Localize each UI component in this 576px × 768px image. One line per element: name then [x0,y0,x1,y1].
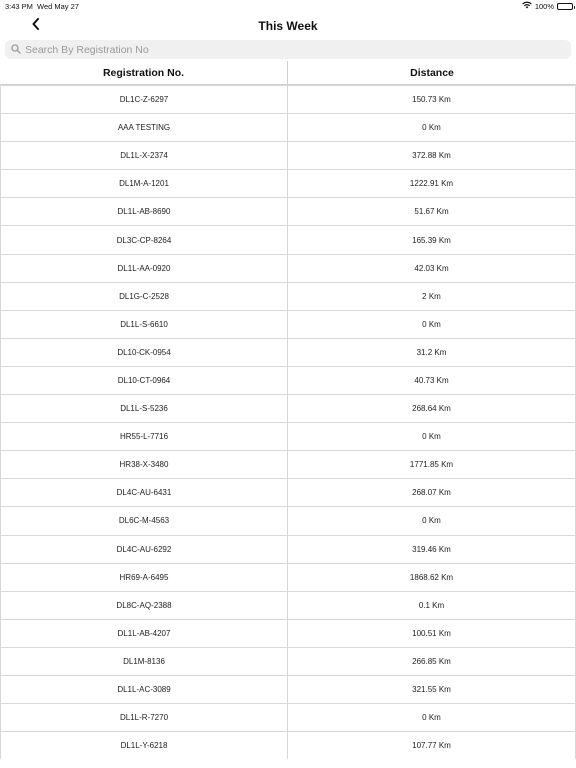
registration-cell: DL1L-R-7270 [1,704,288,731]
distance-cell: 0 Km [422,432,441,442]
battery-percent: 100% [534,1,554,11]
registration-cell: HR38-X-3480 [1,451,288,478]
table-row[interactable] [0,254,576,282]
distance-cell: 100.51 Km [412,628,451,638]
table-row[interactable] [0,422,576,450]
registration-cell: DL1M-A-1201 [1,170,288,197]
distance-cell: 0 Km [422,123,441,133]
table-row[interactable] [0,141,576,169]
table-row[interactable] [0,394,576,422]
table-row[interactable] [0,675,576,703]
distance-cell: 165.39 Km [412,235,451,245]
search-icon [11,41,21,59]
registration-cell: DL8C-AQ-2388 [1,592,288,619]
table-row[interactable] [0,478,576,506]
status-time: 3:43 PM [5,2,33,11]
distance-cell: 321.55 Km [412,685,451,695]
status-date: Wed May 27 [37,2,79,11]
registration-cell: DL1G-C-2528 [1,283,288,310]
distance-cell: 40.73 Km [414,375,449,385]
registration-cell: DL1C-Z-6297 [1,86,288,113]
registration-cell: HR69-A-6495 [1,564,288,591]
search-input[interactable] [25,44,545,56]
registration-cell: DL10-CT-0964 [1,367,288,394]
distance-cell: 268.64 Km [412,404,451,414]
wifi-icon [522,1,532,11]
table-body [0,85,576,759]
table-row[interactable] [0,225,576,253]
registration-cell: DL1L-Y-6218 [1,732,288,759]
registration-cell: DL1L-AB-8690 [1,198,288,225]
distance-cell: 1771.85 Km [409,460,454,470]
distance-cell: 268.07 Km [412,488,451,498]
table-row[interactable] [0,731,576,759]
registration-cell: DL1L-AB-4207 [1,620,288,647]
search-bar[interactable] [5,40,571,59]
table-header [0,61,576,85]
nav-bar [0,12,576,40]
distance-cell: 1222.91 Km [409,179,454,189]
registration-cell: DL1L-X-2374 [1,142,288,169]
registration-cell: DL1L-AC-3089 [1,676,288,703]
distance-cell: 0 Km [422,516,441,526]
table-row[interactable] [0,591,576,619]
distance-cell: 150.73 Km [412,95,451,105]
distance-cell: 2 Km [422,291,441,301]
status-bar [0,0,576,12]
distance-cell: 0 Km [422,319,441,329]
registration-cell: DL6C-M-4563 [1,507,288,534]
table-row[interactable] [0,647,576,675]
registration-cell: DL4C-AU-6431 [1,479,288,506]
table-row[interactable] [0,282,576,310]
registration-cell: DL4C-AU-6292 [1,536,288,563]
registration-cell: DL3C-CP-8264 [1,226,288,253]
registration-cell: DL1L-S-5236 [1,395,288,422]
page-title: This Week [258,19,318,33]
table-row[interactable] [0,197,576,225]
column-header-registration: Registration No. [0,61,288,84]
battery-icon [557,3,573,10]
distance-cell: 266.85 Km [412,656,451,666]
table-row[interactable] [0,338,576,366]
distance-cell: 107.77 Km [412,741,451,751]
distance-cell: 372.88 Km [412,151,451,161]
distance-cell: 42.03 Km [414,263,449,273]
registration-cell: DL10-CK-0954 [1,339,288,366]
registration-cell: DL1L-AA-0920 [1,255,288,282]
distance-cell: 319.46 Km [412,544,451,554]
table-row[interactable] [0,535,576,563]
registration-cell: DL1L-S-6610 [1,311,288,338]
table-row[interactable] [0,619,576,647]
vehicle-distance-table [0,61,576,759]
table-row[interactable] [0,310,576,338]
table-row[interactable] [0,563,576,591]
status-right [522,1,573,11]
table-row[interactable] [0,450,576,478]
distance-cell: 0.1 Km [418,600,445,610]
distance-cell: 0 Km [422,713,441,723]
distance-cell: 1868.62 Km [409,572,454,582]
column-header-distance: Distance [410,66,454,79]
distance-cell: 51.67 Km [414,207,449,217]
table-row[interactable] [0,169,576,197]
table-row[interactable] [0,85,576,113]
registration-cell: AAA TESTING [1,114,288,141]
registration-cell: HR55-L-7716 [1,423,288,450]
table-row[interactable] [0,366,576,394]
registration-cell: DL1M-8136 [1,648,288,675]
table-row[interactable] [0,113,576,141]
table-row[interactable] [0,703,576,731]
distance-cell: 31.2 Km [416,347,447,357]
table-row[interactable] [0,506,576,534]
